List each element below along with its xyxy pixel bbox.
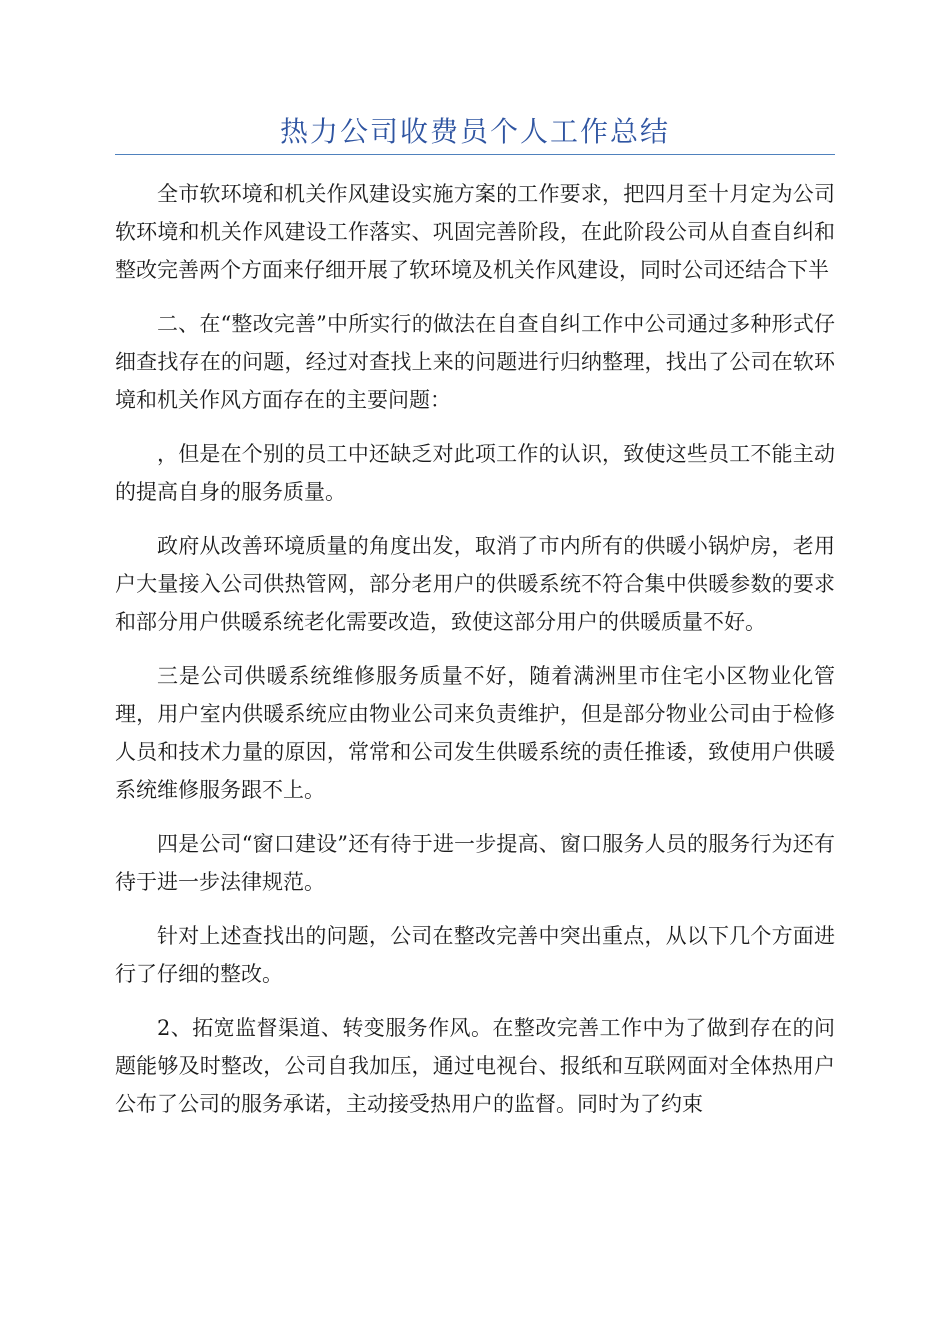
paragraph-7: 针对上述查找出的问题，公司在整改完善中突出重点，从以下几个方面进行了仔细的整改。: [115, 924, 835, 986]
paragraph-6: 四是公司“窗口建设”还有待于进一步提高、窗口服务人员的服务行为还有待于进一步法律规范。: [115, 832, 835, 894]
paragraph-3: ，但是在个别的员工中还缺乏对此项工作的认识，致使这些员工不能主动的提高自身的服务质量。: [115, 442, 835, 504]
paragraph-4: 政府从改善环境质量的角度出发，取消了市内所有的供暖小锅炉房，老用户大量接入公司供热管网，部分老用户的供暖系统不符合集中供暖参数的要求和部分用户供暖系统老化需要改造，致使这部分用户的供暖质量不好。: [115, 534, 835, 634]
document-title: 热力公司收费员个人工作总结: [279, 115, 670, 148]
paragraph-5: 三是公司供暖系统维修服务质量不好，随着满洲里市住宅小区物业化管理，用户室内供暖系统应由物业公司来负责维护，但是部分物业公司由于检修人员和技术力量的原因，常常和公司发生供暖系统的责任推诿，致使用户供暖系统维修服务跟不上。: [115, 664, 835, 802]
title-underline-divider: [115, 154, 835, 155]
paragraph-8: 2、拓宽监督渠道、转变服务作风。在整改完善工作中为了做到存在的问题能够及时整改，公司自我加压，通过电视台、报纸和互联网面对全体热用户公布了公司的服务承诺，主动接受热用户的监督。同时为了约束: [115, 1016, 835, 1116]
paragraph-2: 二、在“整改完善”中所实行的做法在自查自纠工作中公司通过多种形式仔细查找存在的问题，经过对查找上来的问题进行归纳整理，找出了公司在软环境和机关作风方面存在的主要问题：: [115, 312, 835, 412]
paragraph-1: 全市软环境和机关作风建设实施方案的工作要求，把四月至十月定为公司软环境和机关作风建设工作落实、巩固完善阶段，在此阶段公司从自查自纠和整改完善两个方面来仔细开展了软环境及机关作风建设，同时公司还结合下半: [115, 182, 835, 282]
document-body: [115, 175, 835, 1139]
